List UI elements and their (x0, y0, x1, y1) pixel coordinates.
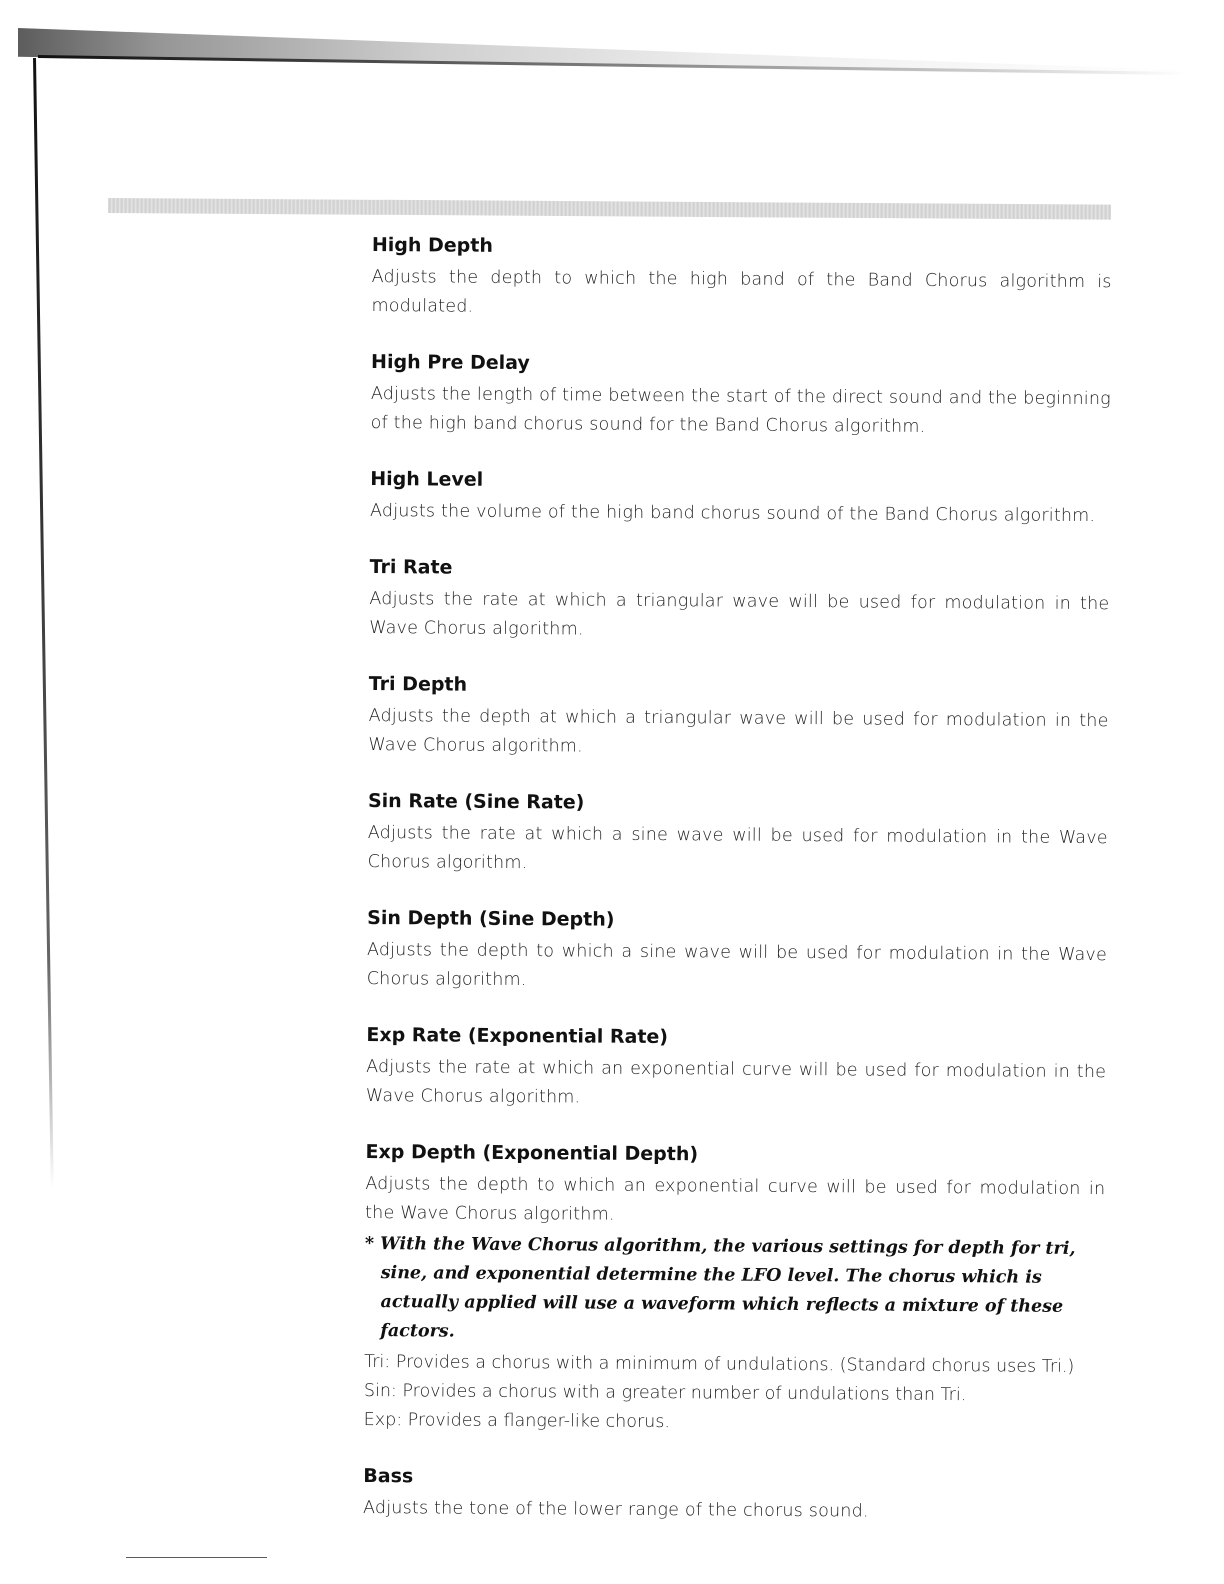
term-description: Adjusts the rate at which an exponential curve will be used for modulation in the Wave Chorus algorithm. (365, 1056, 1107, 1108)
term-description: Adjusts the rate at which a triangular wave will be used for modulation in the Wave Chorus algorithm. (369, 588, 1110, 640)
term-description: Adjusts the volume of the high band chorus sound of the Band Chorus algorithm. (369, 500, 1096, 527)
term-description: Adjusts the depth to which the high band of the Band Chorus algorithm is modulated. (371, 266, 1112, 317)
term-description: Adjusts the length of time between the start of the direct sound and the beginning of the high band chorus sound for the Band Chorus algorithm. (370, 383, 1111, 437)
term-heading: Sin Depth (Sine Depth) (367, 906, 615, 931)
page-binding-edge (33, 58, 54, 1188)
term-description: Adjusts the depth to which an exponential curve will be used for modulation in the Wave Chorus algorithm. (365, 1173, 1106, 1225)
waveform-tri-line: Tri: Provides a chorus with a minimum of undulations. (Standard chorus uses Tri.) (364, 1351, 1075, 1377)
entry-bass (363, 1463, 1103, 1528)
entry-exp-rate (366, 1022, 1107, 1116)
parameter-list (363, 232, 1112, 1528)
term-heading: High Depth (371, 233, 494, 257)
term-description: Adjusts the tone of the lower range of the chorus sound. (363, 1497, 869, 1522)
entry-tri-depth (368, 671, 1109, 765)
entry-sin-depth (367, 905, 1108, 999)
entry-sin-rate (367, 788, 1108, 882)
entry-high-depth (371, 232, 1112, 326)
term-heading: Tri Rate (369, 555, 453, 579)
term-heading: Exp Depth (Exponential Depth) (365, 1140, 699, 1166)
term-heading: Sin Rate (Sine Rate) (367, 789, 585, 814)
wave-chorus-note: * With the Wave Chorus algorithm, the various settings for depth for tri, sine, and exponential determine the LFO level. The chorus which is actually applied will use a waveform which reflects a mixture of these factors. (364, 1233, 1076, 1342)
term-heading: High Level (370, 467, 484, 491)
footnote-rule (126, 1557, 267, 1558)
term-heading: Exp Rate (Exponential Rate) (366, 1023, 669, 1049)
entry-high-level (370, 466, 1110, 531)
term-description: Adjusts the depth at which a triangular wave will be used for modulation in the Wave Chorus algorithm. (368, 705, 1109, 757)
waveform-exp-line: Exp: Provides a flanger-like chorus. (363, 1409, 671, 1433)
header-rule (108, 198, 1111, 220)
term-heading: High Pre Delay (371, 350, 530, 375)
entry-exp-depth (364, 1139, 1106, 1440)
term-description: Adjusts the rate at which a sine wave will be used for modulation in the Wave Chorus algorithm. (367, 822, 1108, 874)
term-heading: Bass (363, 1464, 414, 1488)
term-heading: Tri Depth (368, 672, 468, 696)
entry-high-pre-delay (371, 349, 1112, 443)
entry-tri-rate (369, 554, 1110, 648)
waveform-sin-line: Sin: Provides a chorus with a greater number of undulations than Tri. (363, 1380, 967, 1406)
term-description: Adjusts the depth to which a sine wave will be used for modulation in the Wave Chorus algorithm. (366, 939, 1108, 991)
